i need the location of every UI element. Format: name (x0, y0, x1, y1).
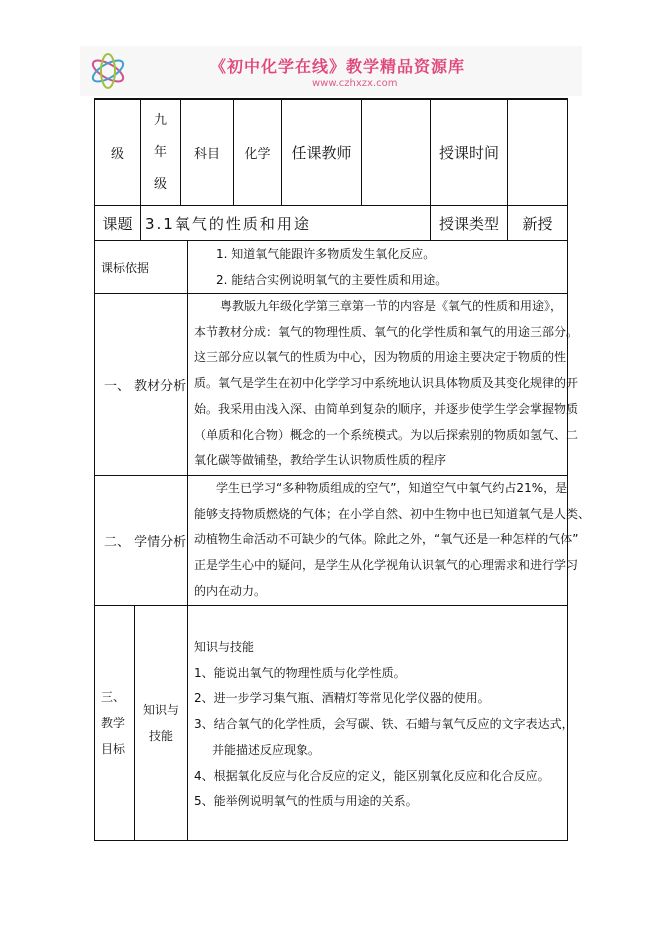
time-label: 授课时间 (430, 99, 508, 206)
text-line: 学生已学习“多种物质组成的空气”，知道空气中氧气约占21%，是 (216, 481, 568, 495)
goals-cell (187, 605, 574, 841)
standards-label: 课标依据 (94, 240, 188, 294)
goal-item: 5、能举例说明氧气的性质与用途的关系。 (194, 794, 418, 809)
standards-item: 1. 知道氧气能跟许多物质发生氧化反应。 (216, 247, 436, 261)
goals-list (194, 635, 574, 815)
text-line: 能够支持物质燃烧的气体；在小学自然、初中生物中也已知道氧气是人类、 (194, 506, 591, 521)
grade-char: 年 (153, 144, 167, 160)
teacher-value[interactable] (361, 99, 431, 206)
goals-heading: 知识与技能 (194, 640, 255, 654)
goal-item: 3、结合氧气的化学性质，会写碳、铁、石蜡与氧气反应的文字表达式， (194, 717, 574, 732)
subject-value: 化学 (233, 99, 282, 206)
standards-list (216, 242, 447, 293)
grade-char: 九 (153, 112, 167, 128)
standards-item: 2. 能结合实例说明氧气的主要性质和用途。 (216, 272, 448, 287)
text-line: 氧化碳等做铺垫，教给学生认识物质性质的程序 (194, 453, 447, 468)
grade-char: 级 (153, 176, 167, 192)
text-line: 动植物生命活动不可缺少的气体。除此之外，“氧气还是一种怎样的气体” (194, 532, 579, 547)
material-text (194, 294, 578, 474)
type-value: 新授 (507, 205, 568, 241)
text-line: 始。我采用由浅入深、由简单到复杂的顺序，并逐步使学生学会掌握物质 (194, 401, 579, 416)
text-line: （单质和化合物）概念的一个系统模式。为以后探索别的物质如氢气、二 (194, 427, 579, 442)
banner-title: 《初中化学在线》教学精品资源库 (210, 57, 466, 76)
text-line: 本节教材分成：氧气的物理性质、氧气的化学性质和氧气的用途三部分。 (194, 324, 579, 339)
type-label: 授课类型 (430, 205, 508, 241)
goals-label (94, 605, 135, 841)
text-line: 正是学生心中的疑问，是学生从化学视角认识氧气的心理需求和进行学习 (194, 558, 579, 573)
goals-label-line: 目标 (101, 742, 126, 756)
text-line: 这三部分应以氧气的性质为中心，因为物质的用途主要决定于物质的性 (194, 350, 567, 365)
grade-label: 级 (94, 99, 141, 206)
text-line: 质。氧气是学生在初中化学学习中系统地认识具体物质及其变化规律的开 (194, 376, 579, 391)
goals-label-line: 教学 (101, 716, 126, 730)
text-line: 粤教版九年级化学第三章第一节的内容是《氧气的性质和用途》， (220, 299, 563, 313)
subject-label: 科目 (180, 99, 234, 206)
students-label: 二、 学情分析 (94, 475, 188, 606)
material-cell (187, 293, 579, 476)
time-value[interactable] (507, 99, 568, 206)
students-text (194, 476, 590, 605)
goal-item: 并能描述反应现象。 (212, 742, 321, 757)
goal-item: 2、进一步学习集气瓶、酒精灯等常见化学仪器的使用。 (194, 691, 490, 706)
goals-label-line: 三、 (101, 690, 126, 704)
goal-item: 4、根据氧化反应与化合反应的定义，能区别氧化反应和化合反应。 (194, 768, 550, 783)
standards-cell (187, 240, 568, 294)
atom-logo-icon (88, 52, 128, 90)
header-banner (80, 46, 582, 96)
grade-value (140, 99, 181, 206)
topic-label: 课题 (94, 205, 141, 241)
goals-sub-label-line: 技能 (148, 729, 173, 743)
goals-sub-label-line: 知识与 (142, 703, 179, 717)
banner-url: www.czhxzx.com (312, 78, 398, 89)
goal-item: 1、能说出氧气的物理性质与化学性质。 (194, 665, 406, 680)
students-cell (187, 475, 591, 606)
material-label: 一、 教材分析 (94, 293, 188, 476)
goals-sub-label (134, 605, 188, 841)
topic-value: 3.1氧气的性质和用途 (140, 205, 431, 241)
text-line: 的内在动力。 (194, 583, 267, 598)
teacher-label: 任课教师 (281, 99, 362, 206)
